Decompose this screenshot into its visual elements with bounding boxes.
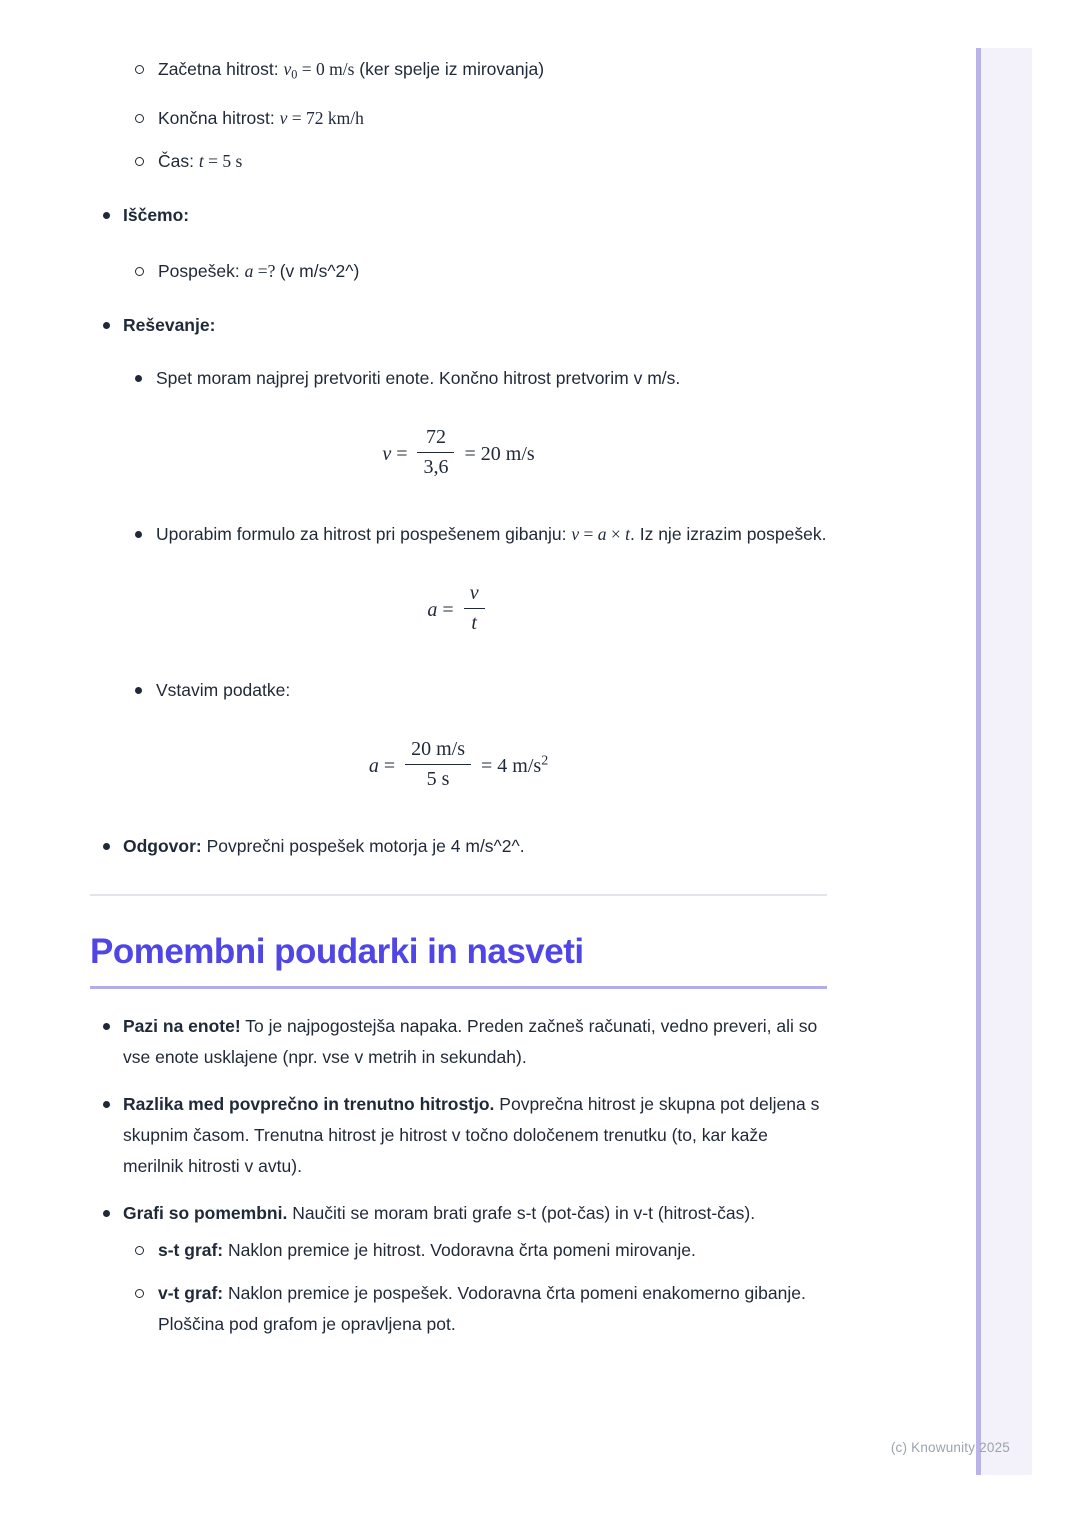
bullet-disc-marker	[103, 1023, 110, 1030]
bullet-disc-marker	[103, 212, 110, 219]
list-item-tip-average-vs-instant	[90, 1089, 827, 1182]
list-item-text: s-t graf: Naklon premice je hitrost. Vodoravna črta pomeni mirovanje.	[158, 1239, 696, 1260]
list-item-text: Pospešek: a =? (v m/s^2^)	[158, 260, 360, 281]
formula-unit-conversion: v = $\frac{72}{3,6}$ = 20 m/s	[382, 425, 535, 478]
list-item-text: Uporabim formulo za hitrost pri pospešenem gibanju: v = a × t. Iz nje izrazim pospešek.	[156, 523, 827, 544]
list-item-solve-step-formula	[90, 519, 827, 550]
list-item-text: Razlika med povprečno in trenutno hitrostjo. Povprečna hitrost je skupna pot deljena s skupnim časom. Trenutna hitrost je hitrost v točno določenem trenutku (to, kar kaže merilnik hitrosti v avtu).	[123, 1093, 820, 1176]
list-item-text: Iščemo:	[123, 204, 190, 225]
bullet-circle-marker	[135, 267, 144, 276]
bullet-circle-marker	[135, 65, 144, 74]
list-item-text: v-t graf: Naklon premice je pospešek. Vodoravna črta pomeni enakomerno gibanje. Ploščina pod grafom je opravljena pot.	[158, 1282, 806, 1334]
list-item-solve-step-insert	[90, 675, 827, 706]
list-item-tip-units	[90, 1011, 827, 1073]
list-item-tip-st-graph	[90, 1235, 827, 1266]
list-item-given-time	[90, 146, 827, 177]
formula-insert-values: a = $\frac{20 m/s}{5 s}$ = 4 $m/s^2$	[368, 737, 549, 790]
formula-acceleration: a = $\frac{v}{t}$	[90, 584, 827, 639]
list-item-solve-step-convert	[90, 363, 827, 394]
bullet-disc-marker	[103, 322, 110, 329]
list-item-solve-label	[90, 310, 827, 341]
bullet-disc-marker	[103, 843, 110, 850]
bullet-disc-marker	[135, 375, 142, 382]
list-item-text: Odgovor: Povprečni pospešek motorja je 4 m/s^2^.	[123, 835, 525, 856]
list-item-text: Spet moram najprej pretvoriti enote. Končno hitrost pretvorim v m/s.	[156, 367, 681, 388]
bullet-disc-marker	[135, 531, 142, 538]
list-item-given-initial-speed	[90, 54, 827, 91]
list-item-text: Začetna hitrost: $v_0 = 0$ m/s (ker spelje iz mirovanja)	[158, 59, 545, 82]
bullet-circle-marker	[135, 1289, 144, 1298]
page-edge-strip	[976, 48, 1032, 1475]
list-item-text: Čas: t = 5 s	[158, 150, 243, 171]
list-item-seek-label	[90, 200, 827, 231]
section-divider	[90, 894, 827, 896]
bullet-circle-marker	[135, 114, 144, 123]
list-item-text: Reševanje:	[123, 314, 216, 335]
bullet-disc-marker	[103, 1210, 110, 1217]
list-item-seek-acceleration	[90, 256, 827, 287]
list-item-text: Končna hitrost: v = 72 km/h	[158, 107, 364, 128]
document-content	[90, 48, 827, 1340]
list-item-text: Grafi so pomembni. Naučiti se moram brati grafe s-t (pot-čas) in v-t (hitrost-čas).	[123, 1202, 756, 1223]
fraction: $\frac{20 m/s}{5 s}$	[405, 737, 471, 792]
list-item-answer	[90, 831, 827, 862]
list-item-text: Vstavim podatke:	[156, 679, 291, 700]
list-item-tip-vt-graph	[90, 1278, 827, 1340]
bullet-disc-marker	[135, 687, 142, 694]
fraction: $\frac{v}{t}$	[464, 581, 485, 636]
list-item-given-final-speed	[90, 103, 827, 134]
footer-copyright: (c) Knowunity 2025	[890, 1440, 1010, 1455]
tips-list	[90, 1011, 827, 1340]
bullet-circle-marker	[135, 1246, 144, 1255]
fraction: $\frac{72}{3,6}$	[417, 425, 454, 480]
bullet-disc-marker	[103, 1101, 110, 1108]
bullet-circle-marker	[135, 157, 144, 166]
list-item-text: Pazi na enote! To je najpogostejša napaka. Preden začneš računati, vedno preveri, ali so vse enote usklajene (npr. vse v metrih in sekundah).	[123, 1015, 818, 1067]
list-item-tip-graphs	[90, 1198, 827, 1229]
section-heading: Pomembni poudarki in nasveti	[90, 932, 827, 989]
